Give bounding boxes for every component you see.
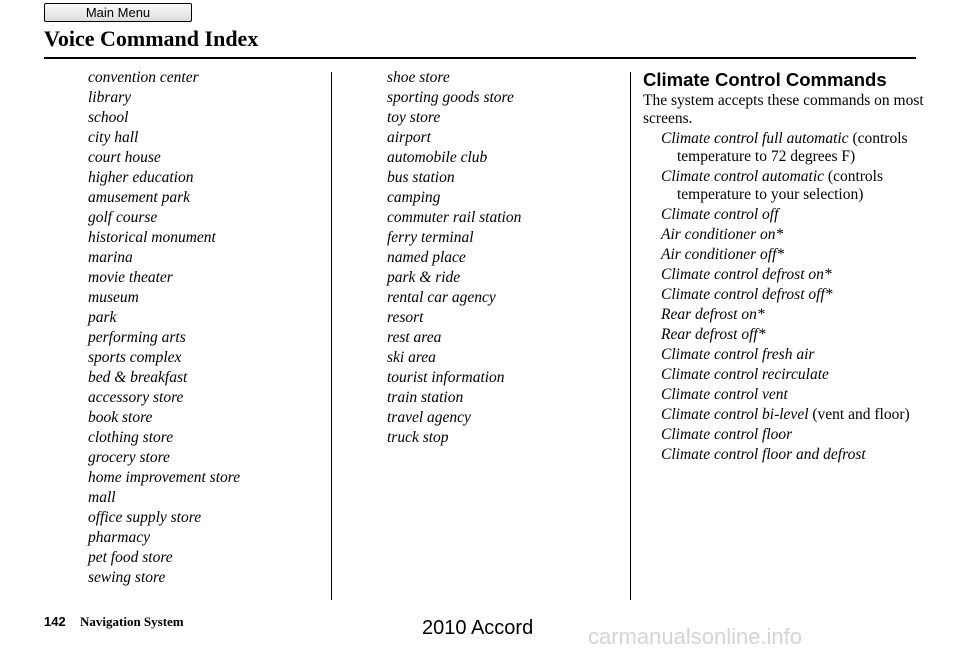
place-item: sporting goods store	[387, 89, 514, 106]
place-item: shoe store	[387, 69, 450, 86]
climate-control-intro: The system accepts these commands on most screens.	[643, 92, 924, 127]
place-item: book store	[88, 409, 153, 426]
place-item: resort	[387, 309, 424, 326]
place-item: movie theater	[88, 269, 173, 286]
place-item: mall	[88, 489, 116, 506]
command-phrase: Air conditioner off*	[661, 246, 785, 263]
place-item: office supply store	[88, 509, 202, 526]
command-phrase: Rear defrost on*	[661, 306, 765, 323]
climate-control-section	[643, 68, 928, 466]
command-note: (controls temperature to 72 degrees F)	[677, 130, 908, 165]
vehicle-model: 2010 Accord	[422, 617, 534, 639]
page-number: 142	[44, 614, 66, 629]
climate-command-item	[643, 286, 928, 304]
place-item: camping	[387, 189, 441, 206]
place-item: amusement park	[88, 189, 191, 206]
command-phrase: Climate control off	[661, 206, 779, 223]
place-item: rest area	[387, 329, 442, 346]
place-item: marina	[88, 249, 133, 266]
climate-command-item	[643, 246, 928, 264]
place-item: court house	[88, 149, 161, 166]
place-item: park	[88, 309, 117, 326]
place-item: tourist information	[387, 369, 505, 386]
place-item: travel agency	[387, 409, 471, 426]
place-item: convention center	[88, 69, 199, 86]
place-item: historical monument	[88, 229, 216, 246]
place-item: toy store	[387, 109, 441, 126]
climate-command-item	[643, 406, 928, 424]
place-item: train station	[387, 389, 464, 406]
page-title: Voice Command Index	[44, 26, 259, 51]
place-item: commuter rail station	[387, 209, 522, 226]
climate-command-item	[643, 326, 928, 344]
place-item: pharmacy	[88, 529, 150, 546]
place-item: performing arts	[88, 329, 186, 346]
command-phrase: Air conditioner on*	[661, 226, 784, 243]
place-item: automobile club	[387, 149, 488, 166]
climate-command-item	[643, 306, 928, 324]
column-divider-2	[630, 72, 631, 600]
climate-command-item	[643, 266, 928, 284]
header-rule	[44, 57, 916, 59]
place-item: school	[88, 109, 129, 126]
command-phrase: Climate control defrost off*	[661, 286, 833, 303]
climate-command-item	[643, 386, 928, 404]
command-phrase: Climate control floor and defrost	[661, 446, 866, 463]
climate-command-item	[643, 366, 928, 384]
command-phrase: Climate control defrost on*	[661, 266, 832, 283]
climate-command-item	[643, 446, 928, 464]
climate-command-item	[643, 168, 928, 204]
place-item: pet food store	[88, 549, 173, 566]
climate-command-item	[643, 346, 928, 364]
place-item: bus station	[387, 169, 455, 186]
place-item: rental car agency	[387, 289, 496, 306]
watermark: carmanualsonline.info	[588, 624, 803, 649]
book-title: Navigation System	[80, 614, 184, 629]
climate-command-item	[643, 206, 928, 224]
place-list-column-1	[88, 68, 240, 588]
command-phrase: Climate control vent	[661, 386, 788, 403]
command-phrase: Rear defrost off*	[661, 326, 766, 343]
place-item: named place	[387, 249, 466, 266]
place-item: bed & breakfast	[88, 369, 188, 386]
command-phrase: Climate control fresh air	[661, 346, 815, 363]
command-phrase: Climate control floor	[661, 426, 793, 443]
climate-command-item	[643, 130, 928, 166]
place-item: grocery store	[88, 449, 170, 466]
command-note: (vent and floor)	[808, 406, 910, 423]
climate-command-item	[643, 426, 928, 444]
place-item: sports complex	[88, 349, 182, 366]
place-item: sewing store	[88, 569, 166, 586]
command-phrase: Climate control automatic	[661, 168, 825, 185]
main-menu-button[interactable]: Main Menu	[44, 3, 192, 22]
place-item: truck stop	[387, 429, 449, 446]
place-item: higher education	[88, 169, 194, 186]
command-phrase: Climate control full automatic	[661, 130, 849, 147]
climate-control-heading: Climate Control Commands	[643, 69, 887, 90]
command-note: (controls temperature to your selection)	[677, 168, 884, 203]
place-list-column-2	[387, 68, 521, 448]
command-phrase: Climate control recirculate	[661, 366, 829, 383]
place-item: city hall	[88, 129, 139, 146]
climate-command-item	[643, 226, 928, 244]
place-item: ferry terminal	[387, 229, 474, 246]
place-item: park & ride	[387, 269, 461, 286]
place-item: clothing store	[88, 429, 174, 446]
place-item: library	[88, 89, 132, 106]
place-item: ski area	[387, 349, 436, 366]
place-item: airport	[387, 129, 431, 146]
command-phrase: Climate control bi-level	[661, 406, 809, 423]
place-item: accessory store	[88, 389, 184, 406]
place-item: home improvement store	[88, 469, 241, 486]
place-item: golf course	[88, 209, 158, 226]
column-divider-1	[331, 72, 332, 600]
climate-command-list	[643, 130, 928, 464]
place-item: museum	[88, 289, 139, 306]
